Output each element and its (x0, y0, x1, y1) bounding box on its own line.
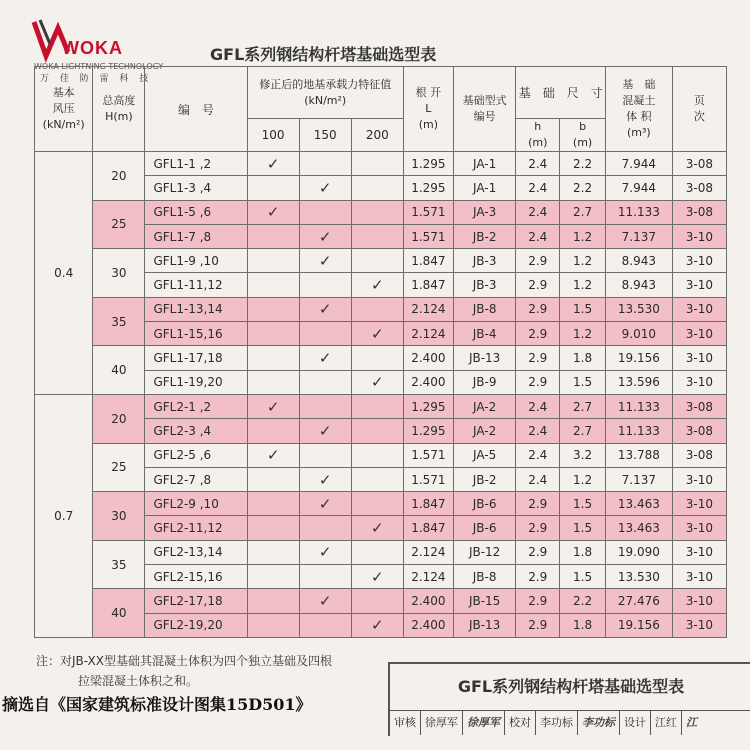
root-spacing-cell: 2.400 (403, 613, 453, 637)
size-b-cell: 2.7 (560, 394, 606, 418)
foundation-type-cell: JB-2 (453, 467, 516, 491)
header-size: 基 础 尺 寸 (516, 67, 606, 119)
bearing-empty-cell (299, 370, 351, 394)
root-spacing-cell: 1.295 (403, 152, 453, 176)
bearing-empty-cell (247, 370, 299, 394)
root-spacing-cell: 1.847 (403, 492, 453, 516)
checker-name: 李功标 (536, 711, 578, 735)
size-h-cell: 2.4 (516, 224, 560, 248)
bearing-empty-cell (247, 565, 299, 589)
code-cell: GFL2-1 ,2 (145, 394, 247, 418)
size-h-cell: 2.4 (516, 443, 560, 467)
code-cell: GFL1-15,16 (145, 322, 247, 346)
size-h-cell: 2.9 (516, 589, 560, 613)
root-spacing-cell: 1.571 (403, 443, 453, 467)
bearing-empty-cell (247, 589, 299, 613)
size-b-cell: 1.8 (560, 613, 606, 637)
bearing-check-cell: ✓ (247, 443, 299, 467)
root-spacing-cell: 1.295 (403, 176, 453, 200)
foundation-type-cell: JB-12 (453, 540, 516, 564)
header-foundation-type: 基础型式 编号 (453, 67, 516, 152)
bearing-empty-cell (351, 200, 403, 224)
bearing-empty-cell (299, 152, 351, 176)
foundation-type-cell: JB-6 (453, 516, 516, 540)
code-cell: GFL1-3 ,4 (145, 176, 247, 200)
bearing-empty-cell (299, 516, 351, 540)
size-h-cell: 2.9 (516, 273, 560, 297)
page-cell: 3-08 (672, 152, 726, 176)
bearing-empty-cell (247, 492, 299, 516)
size-h-cell: 2.4 (516, 152, 560, 176)
table-row (35, 492, 727, 516)
height-cell: 25 (93, 443, 145, 492)
page-cell: 3-10 (672, 249, 726, 273)
volume-cell: 19.090 (606, 540, 673, 564)
page-cell: 3-10 (672, 565, 726, 589)
designer-signature: 江 (686, 716, 697, 729)
code-cell: GFL2-15,16 (145, 565, 247, 589)
volume-cell: 7.137 (606, 224, 673, 248)
bearing-check-cell: ✓ (351, 322, 403, 346)
code-cell: GFL2-7 ,8 (145, 467, 247, 491)
header-b: b (m) (560, 119, 606, 152)
code-cell: GFL2-17,18 (145, 589, 247, 613)
bearing-empty-cell (247, 297, 299, 321)
table-row (35, 249, 727, 273)
size-h-cell: 2.9 (516, 565, 560, 589)
foundation-type-cell: JB-13 (453, 346, 516, 370)
bearing-empty-cell (351, 443, 403, 467)
foundation-type-cell: JB-8 (453, 565, 516, 589)
root-spacing-cell: 1.847 (403, 249, 453, 273)
root-spacing-cell: 2.400 (403, 589, 453, 613)
bearing-empty-cell (247, 540, 299, 564)
code-cell: GFL1-13,14 (145, 297, 247, 321)
bearing-check-cell: ✓ (247, 152, 299, 176)
logo-subline: WOKA LIGHTNING TECHNOLOGY (34, 62, 164, 71)
bearing-empty-cell (351, 346, 403, 370)
volume-cell: 19.156 (606, 346, 673, 370)
table-row (35, 297, 727, 321)
page-cell: 3-10 (672, 540, 726, 564)
page-cell: 3-10 (672, 322, 726, 346)
size-b-cell: 1.2 (560, 249, 606, 273)
table-row (35, 443, 727, 467)
bearing-empty-cell (247, 176, 299, 200)
size-h-cell: 2.9 (516, 370, 560, 394)
foundation-type-cell: JB-3 (453, 249, 516, 273)
bearing-check-cell: ✓ (247, 200, 299, 224)
header-bearing-150: 150 (299, 119, 351, 152)
size-h-cell: 2.4 (516, 200, 560, 224)
bearing-empty-cell (299, 322, 351, 346)
wind-pressure-cell: 0.7 (35, 394, 93, 637)
page-cell: 3-08 (672, 394, 726, 418)
bearing-empty-cell (299, 613, 351, 637)
size-b-cell: 1.8 (560, 346, 606, 370)
header-total-height: 总高度 H(m) (93, 67, 145, 152)
bearing-empty-cell (247, 322, 299, 346)
header-h: h (m) (516, 119, 560, 152)
size-h-cell: 2.4 (516, 176, 560, 200)
bearing-empty-cell (247, 249, 299, 273)
size-h-cell: 2.9 (516, 492, 560, 516)
code-cell: GFL2-19,20 (145, 613, 247, 637)
bearing-check-cell: ✓ (299, 589, 351, 613)
size-b-cell: 2.7 (560, 200, 606, 224)
code-cell: GFL1-17,18 (145, 346, 247, 370)
size-h-cell: 2.9 (516, 249, 560, 273)
note-line-1: 注：对JB-XX型基础其混凝土体积为四个独立基础及四根 (36, 654, 332, 668)
root-spacing-cell: 2.400 (403, 370, 453, 394)
volume-cell: 13.596 (606, 370, 673, 394)
foundation-type-cell: JB-6 (453, 492, 516, 516)
design-label: 设计 (620, 711, 651, 735)
table-row (35, 540, 727, 564)
height-cell: 20 (93, 152, 145, 201)
bearing-empty-cell (351, 540, 403, 564)
volume-cell: 19.156 (606, 613, 673, 637)
height-cell: 30 (93, 492, 145, 541)
bearing-empty-cell (351, 394, 403, 418)
header-root-spacing: 根 开 L (m) (403, 67, 453, 152)
bearing-empty-cell (247, 419, 299, 443)
logo-brand: WOKA (62, 38, 123, 58)
size-b-cell: 1.2 (560, 322, 606, 346)
bearing-empty-cell (351, 297, 403, 321)
volume-cell: 7.944 (606, 152, 673, 176)
size-b-cell: 2.2 (560, 176, 606, 200)
size-b-cell: 1.2 (560, 467, 606, 491)
bearing-check-cell: ✓ (299, 224, 351, 248)
volume-cell: 13.788 (606, 443, 673, 467)
foundation-type-cell: JA-1 (453, 152, 516, 176)
volume-cell: 27.476 (606, 589, 673, 613)
bearing-empty-cell (299, 394, 351, 418)
code-cell: GFL1-5 ,6 (145, 200, 247, 224)
size-b-cell: 1.5 (560, 516, 606, 540)
foundation-type-cell: JB-2 (453, 224, 516, 248)
bearing-empty-cell (299, 273, 351, 297)
header-bearing-100: 100 (247, 119, 299, 152)
source-caption: 摘选自《国家建筑标准设计图集15D501》 (2, 695, 312, 714)
root-spacing-cell: 2.124 (403, 297, 453, 321)
code-cell: GFL1-19,20 (145, 370, 247, 394)
code-cell: GFL2-13,14 (145, 540, 247, 564)
bearing-empty-cell (247, 273, 299, 297)
size-b-cell: 1.2 (560, 224, 606, 248)
root-spacing-cell: 1.295 (403, 419, 453, 443)
bearing-check-cell: ✓ (299, 176, 351, 200)
table-row (35, 346, 727, 370)
bearing-check-cell: ✓ (299, 540, 351, 564)
root-spacing-cell: 1.847 (403, 516, 453, 540)
size-b-cell: 2.2 (560, 152, 606, 176)
size-b-cell: 3.2 (560, 443, 606, 467)
header-bearing: 修正后的地基承载力特征值 (kN/m²) (247, 67, 403, 119)
size-h-cell: 2.9 (516, 297, 560, 321)
bearing-check-cell: ✓ (299, 419, 351, 443)
height-cell: 40 (93, 589, 145, 638)
bearing-check-cell: ✓ (299, 346, 351, 370)
code-cell: GFL1-1 ,2 (145, 152, 247, 176)
foundation-type-cell: JB-9 (453, 370, 516, 394)
bearing-check-cell: ✓ (351, 613, 403, 637)
header-wind-pressure: 基本 风压 (kN/m²) (35, 67, 93, 152)
bearing-check-cell: ✓ (299, 467, 351, 491)
volume-cell: 11.133 (606, 419, 673, 443)
page-cell: 3-08 (672, 200, 726, 224)
size-h-cell: 2.4 (516, 467, 560, 491)
header-bearing-200: 200 (351, 119, 403, 152)
page-cell: 3-08 (672, 443, 726, 467)
bearing-check-cell: ✓ (351, 516, 403, 540)
bearing-empty-cell (351, 152, 403, 176)
header-page: 页 次 (672, 67, 726, 152)
page-cell: 3-10 (672, 273, 726, 297)
table-row (35, 394, 727, 418)
size-b-cell: 1.5 (560, 297, 606, 321)
height-cell: 35 (93, 540, 145, 589)
bearing-empty-cell (247, 346, 299, 370)
size-b-cell: 1.2 (560, 273, 606, 297)
page-cell: 3-10 (672, 297, 726, 321)
code-cell: GFL2-11,12 (145, 516, 247, 540)
foundation-type-cell: JB-13 (453, 613, 516, 637)
selection-table (34, 66, 727, 638)
page-cell: 3-10 (672, 346, 726, 370)
bearing-empty-cell (247, 613, 299, 637)
note-line-2: 拉梁混凝土体积之和。 (78, 674, 199, 688)
foundation-type-cell: JB-8 (453, 297, 516, 321)
height-cell: 30 (93, 249, 145, 298)
bearing-check-cell: ✓ (299, 297, 351, 321)
size-b-cell: 2.2 (560, 589, 606, 613)
title-block (388, 662, 750, 736)
table-row (35, 152, 727, 176)
page-title: GFL系列钢结构杆塔基础选型表 (210, 45, 437, 64)
code-cell: GFL1-9 ,10 (145, 249, 247, 273)
wind-pressure-cell: 0.4 (35, 152, 93, 395)
foundation-type-cell: JA-2 (453, 394, 516, 418)
height-cell: 20 (93, 394, 145, 443)
page-cell: 3-10 (672, 467, 726, 491)
size-b-cell: 2.7 (560, 419, 606, 443)
size-b-cell: 1.5 (560, 492, 606, 516)
size-h-cell: 2.9 (516, 322, 560, 346)
reviewer-signature: 徐厚军 (463, 711, 505, 735)
table-row (35, 589, 727, 613)
size-b-cell: 1.8 (560, 540, 606, 564)
volume-cell: 11.133 (606, 200, 673, 224)
bearing-empty-cell (351, 224, 403, 248)
code-cell: GFL1-11,12 (145, 273, 247, 297)
page-cell: 3-08 (672, 419, 726, 443)
designer-name: 江红 (651, 711, 682, 735)
foundation-type-cell: JB-4 (453, 322, 516, 346)
foundation-type-cell: JA-5 (453, 443, 516, 467)
size-h-cell: 2.9 (516, 346, 560, 370)
volume-cell: 9.010 (606, 322, 673, 346)
page-cell: 3-10 (672, 589, 726, 613)
bearing-empty-cell (247, 516, 299, 540)
bearing-empty-cell (247, 467, 299, 491)
root-spacing-cell: 1.847 (403, 273, 453, 297)
bearing-empty-cell (351, 419, 403, 443)
bearing-check-cell: ✓ (351, 273, 403, 297)
bearing-check-cell: ✓ (351, 370, 403, 394)
volume-cell: 8.943 (606, 273, 673, 297)
root-spacing-cell: 1.571 (403, 467, 453, 491)
bearing-empty-cell (299, 565, 351, 589)
size-h-cell: 2.4 (516, 394, 560, 418)
size-b-cell: 1.5 (560, 370, 606, 394)
bearing-empty-cell (351, 467, 403, 491)
table-row (35, 200, 727, 224)
size-h-cell: 2.4 (516, 419, 560, 443)
root-spacing-cell: 1.571 (403, 224, 453, 248)
page-cell: 3-08 (672, 176, 726, 200)
title-block-signatures (390, 711, 750, 735)
bearing-check-cell: ✓ (299, 492, 351, 516)
volume-cell: 7.137 (606, 467, 673, 491)
size-b-cell: 1.5 (560, 565, 606, 589)
height-cell: 40 (93, 346, 145, 395)
foundation-type-cell: JA-2 (453, 419, 516, 443)
size-h-cell: 2.9 (516, 613, 560, 637)
volume-cell: 13.530 (606, 565, 673, 589)
header-volume: 基 础 混凝土 体 积 (m³) (606, 67, 673, 152)
page-cell: 3-10 (672, 613, 726, 637)
logo-cn: 万 佳 防 雷 科 技 (40, 74, 153, 84)
bearing-empty-cell (351, 249, 403, 273)
checker-signature: 李功标 (578, 711, 620, 735)
foundation-type-cell: JA-3 (453, 200, 516, 224)
foundation-type-cell: JB-15 (453, 589, 516, 613)
bearing-check-cell: ✓ (299, 249, 351, 273)
bearing-empty-cell (247, 224, 299, 248)
check-label: 校对 (505, 711, 536, 735)
volume-cell: 13.463 (606, 516, 673, 540)
root-spacing-cell: 2.124 (403, 322, 453, 346)
bearing-check-cell: ✓ (351, 565, 403, 589)
volume-cell: 8.943 (606, 249, 673, 273)
volume-cell: 13.463 (606, 492, 673, 516)
header-code: 编 号 (145, 67, 247, 152)
foundation-type-cell: JB-3 (453, 273, 516, 297)
volume-cell: 13.530 (606, 297, 673, 321)
page-cell: 3-10 (672, 516, 726, 540)
volume-cell: 7.944 (606, 176, 673, 200)
bearing-empty-cell (351, 176, 403, 200)
reviewer-name: 徐厚军 (421, 711, 463, 735)
bearing-empty-cell (351, 492, 403, 516)
size-h-cell: 2.9 (516, 516, 560, 540)
height-cell: 35 (93, 297, 145, 346)
page-cell: 3-10 (672, 492, 726, 516)
page-cell: 3-10 (672, 370, 726, 394)
height-cell: 25 (93, 200, 145, 249)
root-spacing-cell: 1.571 (403, 200, 453, 224)
review-label: 审核 (390, 711, 421, 735)
root-spacing-cell: 2.124 (403, 565, 453, 589)
bearing-empty-cell (351, 589, 403, 613)
code-cell: GFL2-9 ,10 (145, 492, 247, 516)
size-h-cell: 2.9 (516, 540, 560, 564)
title-block-title: GFL系列钢结构杆塔基础选型表 (390, 664, 750, 711)
bearing-empty-cell (299, 443, 351, 467)
root-spacing-cell: 2.400 (403, 346, 453, 370)
bearing-check-cell: ✓ (247, 394, 299, 418)
volume-cell: 11.133 (606, 394, 673, 418)
code-cell: GFL1-7 ,8 (145, 224, 247, 248)
root-spacing-cell: 2.124 (403, 540, 453, 564)
foundation-type-cell: JA-1 (453, 176, 516, 200)
bearing-empty-cell (299, 200, 351, 224)
code-cell: GFL2-5 ,6 (145, 443, 247, 467)
code-cell: GFL2-3 ,4 (145, 419, 247, 443)
page-cell: 3-10 (672, 224, 726, 248)
root-spacing-cell: 1.295 (403, 394, 453, 418)
